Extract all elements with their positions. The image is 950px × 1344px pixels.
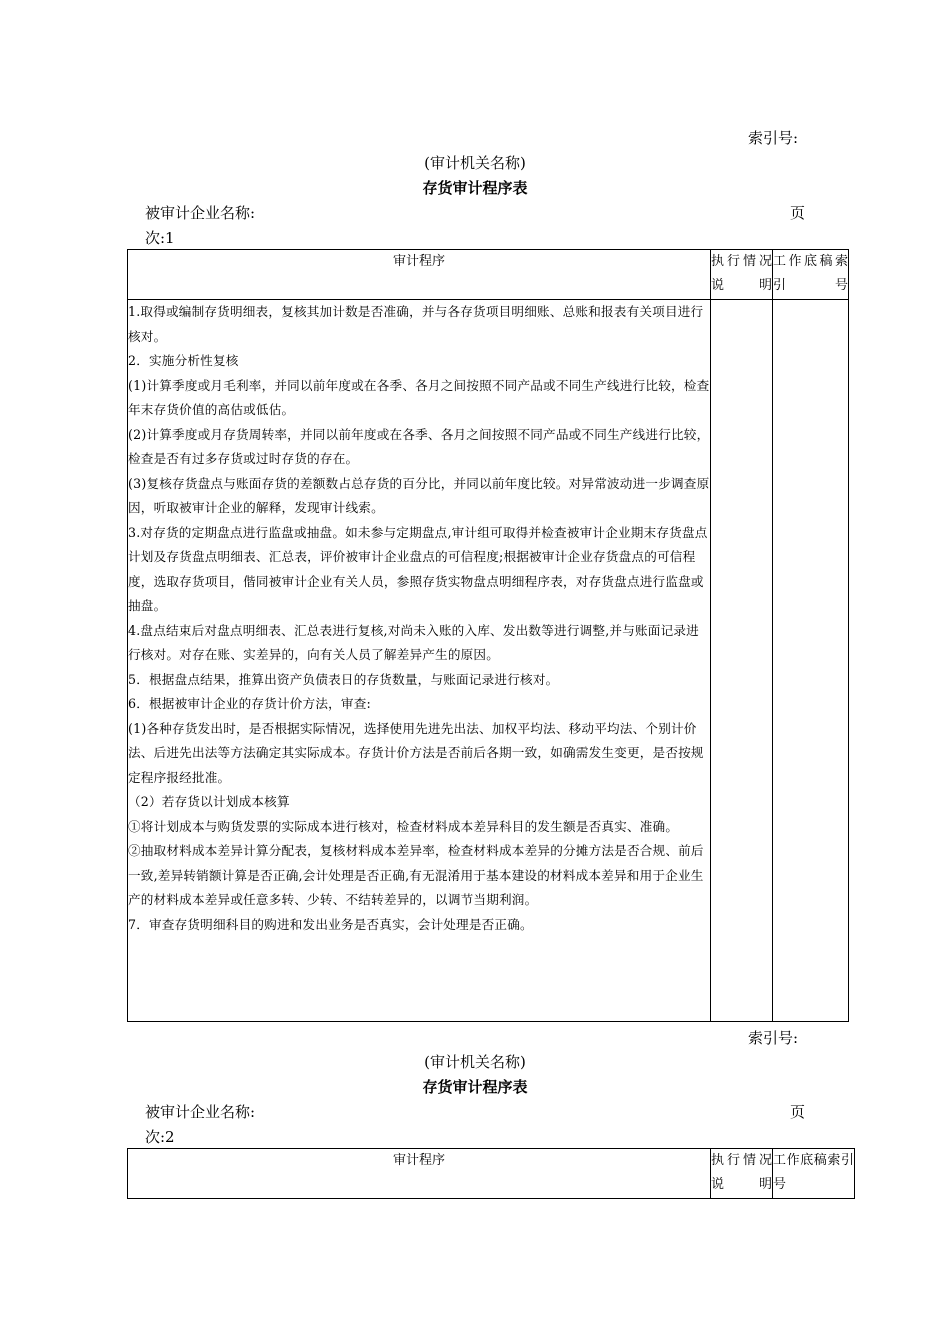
- procedure-item: 5．根据盘点结果，推算出资产负债表日的存货数量，与账面记录进行核对。: [128, 671, 559, 687]
- procedure-item: 2．实施分析性复核: [128, 353, 239, 368]
- header-procedure: 审计程序: [128, 1149, 711, 1199]
- procedure-item: 3.对存货的定期盘点进行监盘或抽盘。如未参与定期盘点,审计组可取得并检查被审计企业期末存货盘点计划及存货盘点明细表、汇总表，评价被审计企业盘点的可信程度;根据被审计企业存货盘点的可信程度，选取存货项目，偕同被审计企业有关人员，参照存货实物盘点明细程序表，对存货盘点进行监盘或抽盘。: [128, 524, 708, 613]
- form-title: 存货审计程序表: [422, 1078, 528, 1096]
- table-header-row: [128, 250, 849, 300]
- header-execution-notes: 执行情况说明: [711, 250, 773, 300]
- procedure-item: 7．审查存货明细科目的购进和发出业务是否真实，会计处理是否正确。: [128, 916, 533, 932]
- header-workpaper-index: 工作底稿索引号: [773, 250, 849, 300]
- procedure-item: ①将计划成本与购货发票的实际成本进行核对，检查材料成本差异科目的发生额是否真实、准确。: [128, 818, 679, 834]
- company-name-label: 被审计企业名称:: [145, 1103, 256, 1121]
- index-number-label: 索引号:: [748, 129, 799, 147]
- execution-notes-cell[interactable]: [711, 300, 773, 1022]
- procedure-item: （2）若存货以计划成本核算: [128, 794, 290, 809]
- page-number: 次:2: [145, 1128, 175, 1146]
- form-title: 存货审计程序表: [422, 179, 528, 197]
- procedure-row: [128, 300, 849, 1022]
- procedure-item: (1)计算季度或月毛利率，并同以前年度或在各季、各月之间按照不同产品或不同生产线进行比较，检查年末存货价值的高估或低估。: [128, 377, 710, 417]
- agency-name: (审计机关名称): [424, 154, 526, 172]
- procedure-item: 4.盘点结束后对盘点明细表、汇总表进行复核,对尚未入账的入库、发出数等进行调整,并与账面记录进行核对。对存在账、实差异的，向有关人员了解差异产生的原因。: [128, 622, 699, 662]
- page-number: 次:1: [145, 229, 175, 247]
- procedure-item: (1)各种存货发出时，是否根据实际情况，选择使用先进先出法、加权平均法、移动平均法、个别计价法、后进先出法等方法确定其实际成本。存货计价方法是否前后各期一致，如确需发生变更，是否按规定程序报经批准。: [128, 720, 704, 785]
- table-header-row: [128, 1149, 855, 1199]
- page-label: 页: [790, 204, 806, 222]
- procedure-item: (3)复核存货盘点与账面存货的差额数占总存货的百分比，并同以前年度比较。对异常波动进一步调查原因，听取被审计企业的解释，发现审计线索。: [128, 475, 710, 515]
- company-name-label: 被审计企业名称:: [145, 204, 256, 222]
- procedure-list: [128, 300, 711, 1022]
- audit-procedure-table: [127, 1148, 855, 1199]
- header-workpaper-index: 工作底稿索引号: [773, 1149, 855, 1199]
- workpaper-index-cell[interactable]: [773, 300, 849, 1022]
- header-execution-notes: 执行情况说明: [711, 1149, 773, 1199]
- procedure-item: 1.取得或编制存货明细表，复核其加计数是否准确，并与各存货项目明细账、总账和报表有关项目进行核对。: [128, 304, 704, 344]
- audit-procedure-table: [127, 249, 849, 1022]
- procedure-item: 6．根据被审计企业的存货计价方法，审查:: [128, 696, 371, 711]
- agency-name: (审计机关名称): [424, 1053, 526, 1071]
- page-label: 页: [790, 1103, 806, 1121]
- index-number-label: 索引号:: [748, 1029, 799, 1047]
- procedure-item: ②抽取材料成本差异计算分配表，复核材料成本差异率，检查材料成本差异的分摊方法是否合规、前后一致,差异转销额计算是否正确,会计处理是否正确,有无混淆用于基本建设的材料成本差异和用于企业生产的材料成本差异或任意多转、少转、不结转差异的，以调节当期利润。: [128, 843, 704, 907]
- header-procedure: 审计程序: [128, 250, 711, 300]
- procedure-item: (2)计算季度或月存货周转率，并同以前年度或在各季、各月之间按照不同产品或不同生产线进行比较，检查是否有过多存货或过时存货的存在。: [128, 426, 710, 466]
